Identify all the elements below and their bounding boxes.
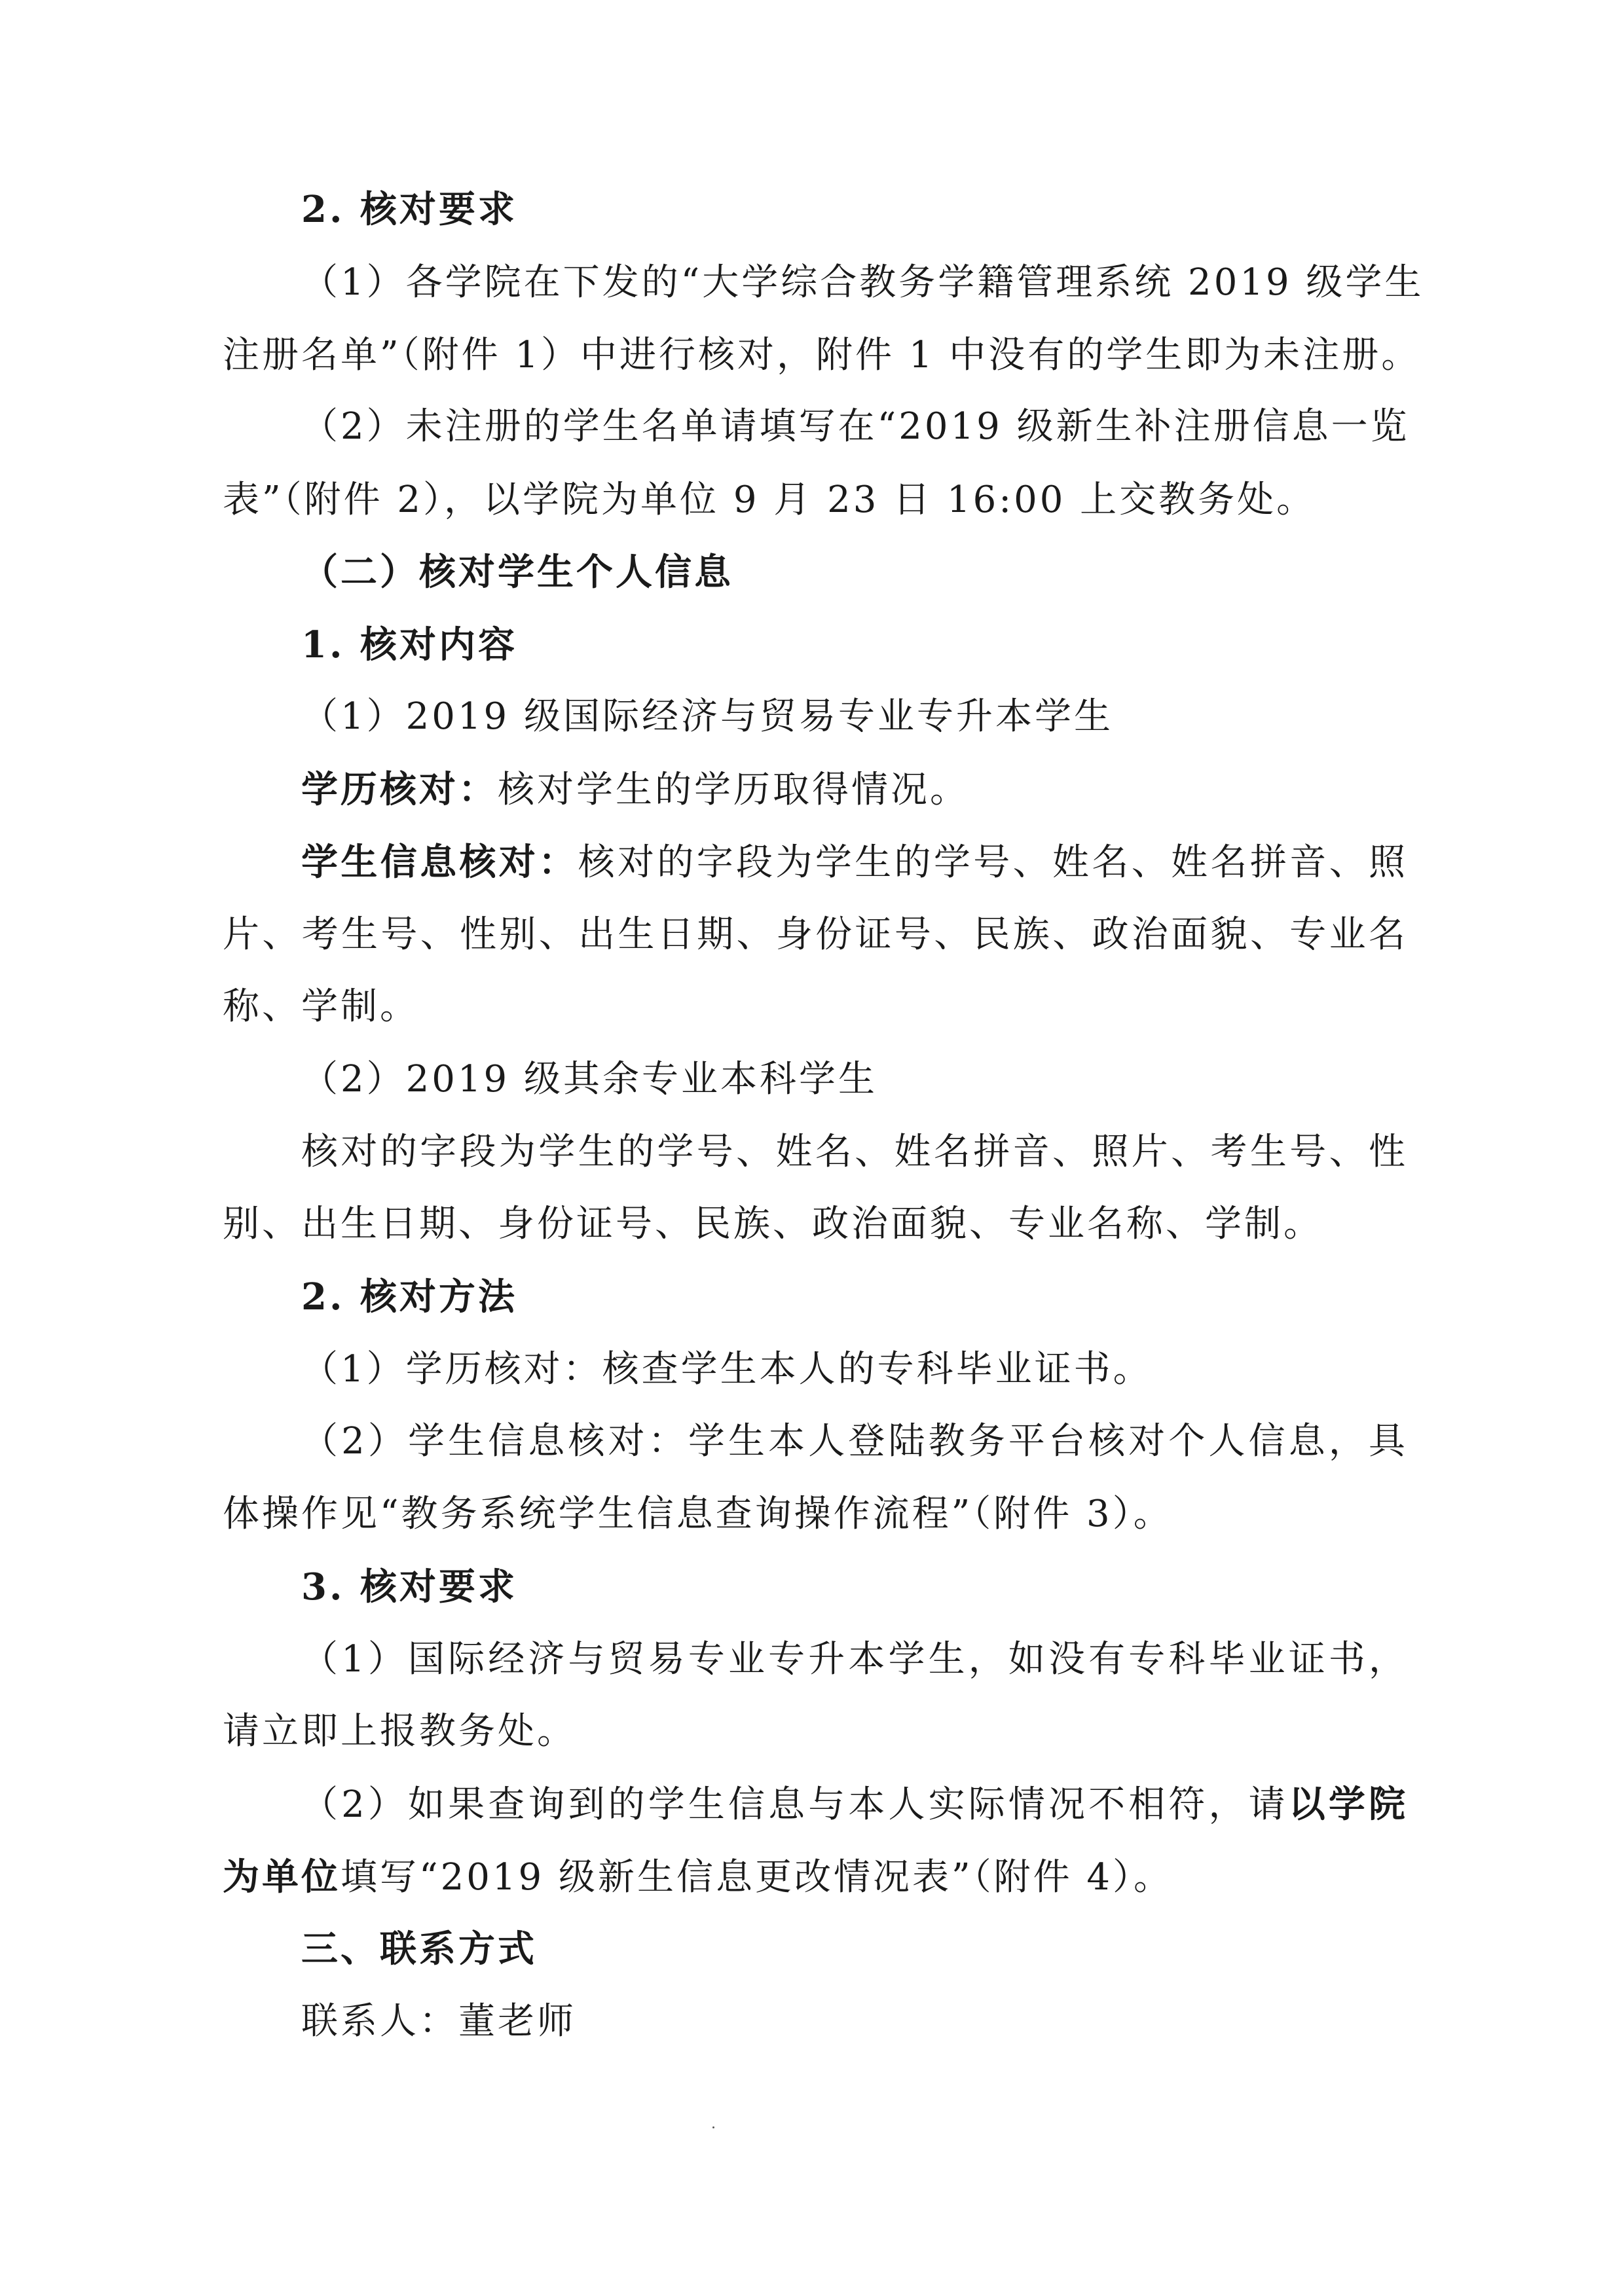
s2-item2-line2: 表”（附件 2），以学院为单位 9 月 23 日 16:00 上交教务处。 (223, 479, 1316, 521)
edu-check-paragraph (301, 763, 1408, 816)
part-3-heading: 三、联系方式 (301, 1927, 537, 1971)
s2-item2-line1: （2）未注册的学生名单请填写在“2019 级新生补注册信息一览 (301, 405, 1410, 448)
sub1-item2-line1: 核对的字段为学生的学号、姓名、姓名拼音、照片、考生号、性 (301, 1131, 1408, 1173)
sub2-item2-line1: （2）学生信息核对：学生本人登陆教务平台核对个人信息，具 (301, 1420, 1408, 1463)
s2-item1-line2: 注册名单”（附件 1）中进行核对，附件 1 中没有的学生即为未注册。 (223, 334, 1421, 376)
info-check-line3: 称、学制。 (223, 985, 419, 1028)
sub3-item2-line2 (223, 1851, 1408, 1904)
sub1-item2: （2）2019 级其余专业本科学生 (301, 1058, 877, 1101)
info-check-label: 学生信息核对： (301, 841, 578, 884)
contact-line: 联系人：董老师 (301, 2000, 576, 2043)
sub1-item1: （1）2019 级国际经济与贸易专业专升本学生 (301, 695, 1113, 738)
sub3-item2-line2-b: 填写“2019 级新生信息更改情况表”（附件 4）。 (341, 1856, 1173, 1899)
info-check-text-line1: 核对的字段为学生的学号、姓名、姓名拼音、照 (578, 841, 1409, 884)
sub3-item1-line1: （1）国际经济与贸易专业专升本学生，如没有专科毕业证书， (301, 1638, 1408, 1681)
sub3-item2-line1 (301, 1778, 1408, 1831)
sub3-item2-line1-b: 以学院 (1288, 1783, 1408, 1826)
part-2-heading: （二）核对学生个人信息 (301, 551, 733, 594)
sub-3-heading: 3. 核对要求 (301, 1565, 517, 1609)
sub2-item2-line2: 体操作见“教务系统学生信息查询操作流程”（附件 3）。 (223, 1493, 1173, 1535)
sub-1-heading: 1. 核对内容 (301, 623, 517, 666)
edu-check-label: 学历核对： (301, 768, 498, 811)
sub3-item2-line2-a: 为单位 (223, 1855, 341, 1899)
scan-speck (712, 2126, 714, 2128)
s2-item1-line1: （1）各学院在下发的“大学综合教务学籍管理系统 2019 级学生 (301, 261, 1424, 304)
section-2-heading: 2. 核对要求 (301, 188, 517, 231)
sub-2-heading: 2. 核对方法 (301, 1275, 517, 1319)
sub1-item2-line2: 别、出生日期、身份证号、民族、政治面貌、专业名称、学制。 (223, 1203, 1323, 1245)
info-check-line1 (301, 836, 1408, 889)
sub2-item1: （1）学历核对：核查学生本人的专科毕业证书。 (301, 1348, 1153, 1391)
edu-check-text: 核对学生的学历取得情况。 (498, 769, 969, 811)
info-check-line2: 片、考生号、性别、出生日期、身份证号、民族、政治面貌、专业名 (223, 913, 1408, 956)
sub3-item2-line1-a: （2）如果查询到的学生信息与本人实际情况不相符，请 (301, 1783, 1289, 1826)
sub3-item1-line2: 请立即上报教务处。 (223, 1710, 576, 1753)
